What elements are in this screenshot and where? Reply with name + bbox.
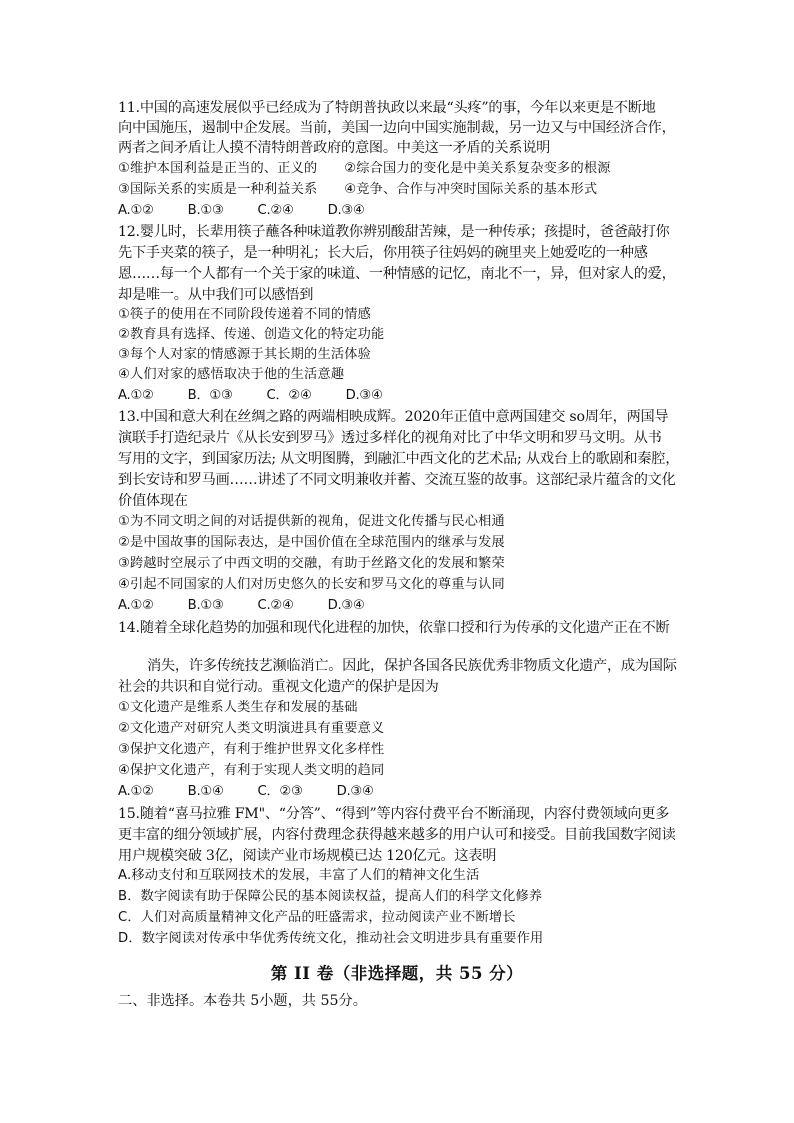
q11-option-line-1: ①维护本国利益是正当的、正义的 ②综合国力的变化是中美关系复杂变多的根源 xyxy=(118,161,611,176)
q12-choice-b: B．①③ xyxy=(187,388,233,403)
q13-option-1: ①为不同文明之间的对话提供新的视角，促进文化传播与民心相通 xyxy=(118,514,505,529)
q11-option-line-2: ③国际关系的实质是一种利益关系 ④竞争、合作与冲突时国际关系的基本形式 xyxy=(118,182,598,197)
q15-stem-line-2: 更丰富的细分领域扩展，内容付费理念获得越来越多的用户认可和接受。目前我国数字阅读 xyxy=(118,827,676,843)
q14-stem-line-2: 消失，许多传统技艺濒临消亡。因此，保护各国各民族优秀非物质文化遗产，成为国际 xyxy=(147,658,677,674)
q11-choice-d: D.③④ xyxy=(327,203,365,218)
q12-choice-d: D.③④ xyxy=(345,388,383,403)
q14-option-2: ②文化遗产对研究人类文明演进具有重要意义 xyxy=(118,721,385,736)
q14-choice-a: A.①② xyxy=(118,784,154,799)
q14-stem-line-3: 社会的共识和自觉行动。重视文化遗产的保护是因为 xyxy=(118,679,439,695)
q13-choice-a: A.①② xyxy=(118,598,154,613)
q13-option-2: ②是中国故事的国际表达，是中国价值在全球范围内的继承与发展 xyxy=(118,535,505,550)
q15-option-b: B．数字阅读有助于保障公民的基本阅读权益，提高人们的科学文化修养 xyxy=(118,889,543,904)
q12-choice-c: C．②④ xyxy=(266,388,312,403)
q13-stem-line-4: 到长安诗和罗马画……讲述了不同文明兼收并蓄、交流互鉴的故事。这部纪录片蕴含的文化 xyxy=(118,472,676,488)
q12-stem-line-2: 先下手夹菜的筷子，是一种明礼；长大后，你用筷子往妈妈的碗里夹上她爱吃的一种感 xyxy=(118,245,648,261)
q13-choice-d: D.③④ xyxy=(327,598,365,613)
q13-choice-c: C.②④ xyxy=(257,598,294,613)
q12-option-2: ②教育具有选择、传递、创造文化的特定功能 xyxy=(118,327,385,342)
q11-choice-b: B.①③ xyxy=(187,203,224,218)
q15-stem-line-3: 用户规模突破 3亿，阅读产业市场规模已达 120亿元。这表明 xyxy=(118,848,497,864)
q11-stem-line-1: 11.中国的高速发展似乎已经成为了特朗普执政以来最“头疼”的事，今年以来更是不断地 xyxy=(118,100,656,116)
q15-option-c: C．人们对高质量精神文化产品的旺盛需求，拉动阅读产业不断增长 xyxy=(118,910,516,925)
q12-option-3: ③每个人对家的情感源于其长期的生活体验 xyxy=(118,347,371,362)
q14-choice-d: D.③④ xyxy=(336,784,374,799)
q13-option-3: ③跨越时空展示了中西文明的交融，有助于丝路文化的发展和繁荣 xyxy=(118,556,505,571)
q15-option-a: A.移动支付和互联网技术的发展，丰富了人们的精神文化生活 xyxy=(118,868,480,883)
q12-stem-line-1: 12.婴儿时，长辈用筷子蘸各种味道教你辨别酸甜苦辣，是一种传承；孩提时，爸爸敲打你 xyxy=(118,224,670,240)
q13-choice-b: B.①③ xyxy=(187,598,224,613)
q12-option-4: ④人们对家的感悟取决于他的生活意趣 xyxy=(118,367,345,382)
q11-choices xyxy=(118,201,365,221)
q14-choice-c: C．②③ xyxy=(257,784,303,799)
q12-stem-line-3: 恩……每一个人都有一个关于家的味道、一种情感的记忆，南北不一，异，但对家人的爱， xyxy=(118,266,676,282)
q13-stem-line-1: 13.中国和意大利在丝绸之路的两端相映成辉。2020年正值中意两国建交 so周年，两国导 xyxy=(118,409,669,425)
q15-option-d: D．数字阅读对传承中华优秀传统文化，推动社会文明进步具有重要作用 xyxy=(118,931,544,946)
section-heading: 第 II 卷（非选择题，共 55 分） xyxy=(270,964,524,983)
q14-option-1: ①文化遗产是维系人类生存和发展的基础 xyxy=(118,700,358,715)
section-instruction: 二、非选择。本卷共 5小题，共 55分。 xyxy=(118,993,367,1009)
q12-stem-line-4: 却是唯一。从中我们可以感悟到 xyxy=(118,287,314,303)
q13-option-4: ④引起不同国家的人们对历史悠久的长安和罗马文化的尊重与认同 xyxy=(118,577,505,592)
q12-choices xyxy=(118,386,383,406)
q12-option-1: ①筷子的使用在不同阶段传递着不同的情感 xyxy=(118,307,371,322)
q14-stem-line-1: 14.随着全球化趋势的加强和现代化进程的加快，依靠口授和行为传承的文化遗产正在不断 xyxy=(118,620,670,636)
q13-stem-line-5: 价值体现在 xyxy=(118,493,188,509)
q13-stem-line-3: 写用的文字，到国家历法; 从文明图腾，到融汇中西文化的艺术品; 从戏台上的歌剧和秦腔， xyxy=(118,451,680,467)
q14-option-4: ④保护文化遗产，有利于实现人类文明的趋同 xyxy=(118,763,385,778)
q13-choices xyxy=(118,596,365,616)
q14-option-3: ③保护文化遗产，有利于维护世界文化多样性 xyxy=(118,742,385,757)
q11-stem-line-2: 向中国施压，遏制中企发展。当前，美国一边向中国实施制裁，另一边又与中国经济合作， xyxy=(118,120,676,136)
q15-stem-line-1: 15.随着“喜马拉雅 FM"、“分答”、“得到”等内容付费平台不断涌现，内容付费领域向更多 xyxy=(118,806,670,822)
q11-choice-c: C.②④ xyxy=(257,203,294,218)
q12-choice-a: A.①② xyxy=(118,388,154,403)
q13-stem-line-2: 演联手打造纪录片《从长安到罗马》透过多样化的视角对比了中华文明和罗马文明。从书 xyxy=(118,430,662,446)
q11-stem-line-3: 两者之间矛盾让人摸不清特朗普政府的意图。中美这一矛盾的关系说明 xyxy=(118,140,551,156)
q14-choices xyxy=(118,782,374,802)
q11-choice-a: A.①② xyxy=(118,203,154,218)
q14-choice-b: B.①④ xyxy=(187,784,224,799)
